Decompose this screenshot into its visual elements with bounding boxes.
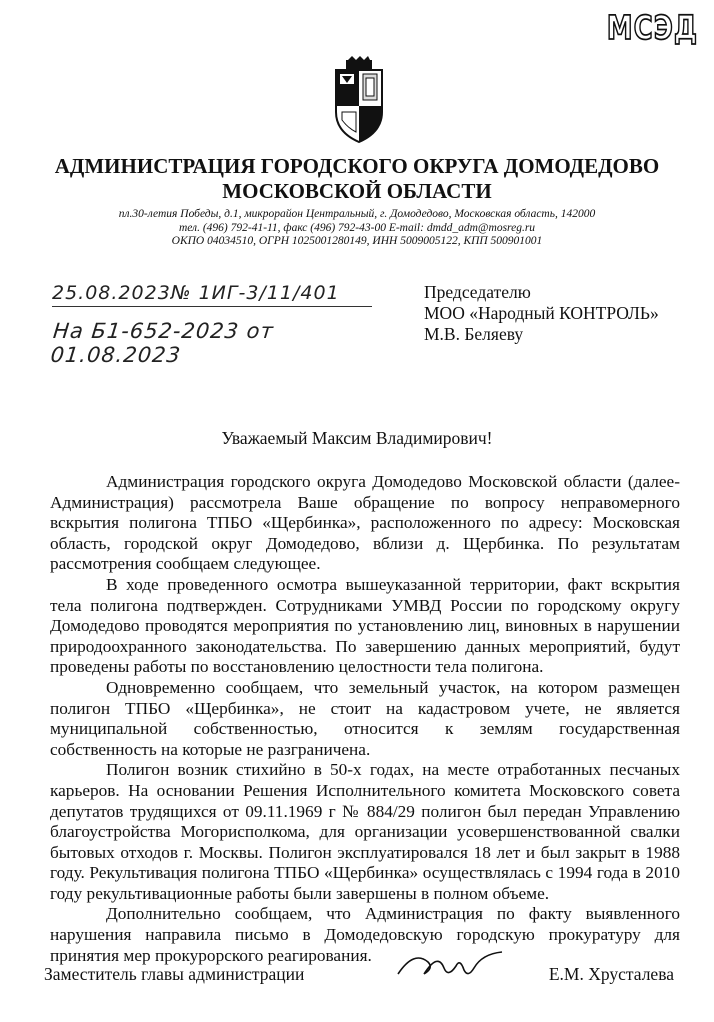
msed-stamp: МСЭД: [606, 10, 698, 48]
letter-body: [50, 472, 680, 966]
organization-requisites: [0, 208, 714, 249]
addressee-line3: М.В. Беляеву: [424, 324, 524, 344]
paragraph-2: В ходе проведенного осмотра вышеуказанной территории, факт вскрытия тела полигона подтвержден. Сотрудниками УМВД России по городскому округу Домодедово проводятся мероприятия по установлению лиц, виновных в нарушении природоохранного законодательства. По завершению данных мероприятий, будут проведены работы по восстановлению целостности тела полигона.: [50, 574, 680, 677]
reference-number: На Б1-652-2023 от 01.08.2023: [49, 319, 276, 367]
addressee-line1: Председателю: [424, 282, 531, 302]
paragraph-1: Администрация городского округа Домодедово Московской области (далее-Администрация) рассмотрела Ваше обращение по вопросу неправомерного вскрытия полигона ТПБО «Щербинка», расположенного по адресу: Московская область, городской округ Домодедово, вблизи д. Щербинка. По результатам рассмотрения сообщаем следующее.: [50, 472, 680, 574]
paragraph-3: Одновременно сообщаем, что земельный участок, на котором размещен полигон ТПБО «Щербинка», не стоит на кадастровом учете, не является муниципальной собственностью, относится к землям государственная собственность на которые не разграничена.: [50, 677, 680, 759]
handwritten-signature-icon: [394, 944, 504, 984]
signatory-position: Заместитель главы администрации: [44, 964, 305, 984]
org-title-line1: АДМИНИСТРАЦИЯ ГОРОДСКОГО ОКРУГА ДОМОДЕДОВО: [54, 154, 660, 178]
organization-title: [0, 154, 714, 204]
org-title-line2: МОСКОВСКОЙ ОБЛАСТИ: [222, 179, 492, 203]
paragraph-5: Дополнительно сообщаем, что Администрация по факту выявленного нарушения направила письмо в Домодедовскую городскую прокуратуру для принятия мер прокурорского реагирования.: [50, 904, 680, 965]
signatory-name: Е.М. Хрусталева: [548, 964, 674, 984]
outgoing-registration: [49, 282, 392, 367]
org-contacts: тел. (496) 792-41-11, факс (496) 792-43-00 E-mail: dmdd_adm@mosreg.ru: [178, 221, 536, 234]
org-codes: ОКПО 04034510, ОГРН 1025001280149, ИНН 5009005122, КПП 500901001: [171, 235, 543, 247]
org-address: пл.30-летия Победы, д.1, микрорайон Центральный, г. Домодедово, Московская область, 142000: [118, 208, 596, 220]
addressee-block: [424, 282, 659, 345]
paragraph-4: Полигон возник стихийно в 50-х годах, на месте отработанных песчаных карьеров. На основании Решения Исполнительного комитета Московского совета депутатов трудящихся от 09.11.1969 г № 884/29 полигон был передан Управлению благоустройства Могорисполкома, для организации усовершенствованной свалки бытовых отходов г. Москвы. Полигон эксплуатировался 18 лет и был закрыт в 1988 году. Рекультивация полигона ТПБО «Щербинка» осуществлялась с 1994 года в 2010 году рекультивационные работы были завершены в полном объеме.: [50, 760, 680, 903]
coat-of-arms-icon: [330, 56, 388, 144]
addressee-line2: МОО «Народный КОНТРОЛЬ»: [424, 303, 659, 323]
registration-number: 25.08.2023№ 1ИГ-3/11/401: [52, 282, 372, 307]
salutation: Уважаемый Максим Владимирович!: [221, 428, 493, 448]
